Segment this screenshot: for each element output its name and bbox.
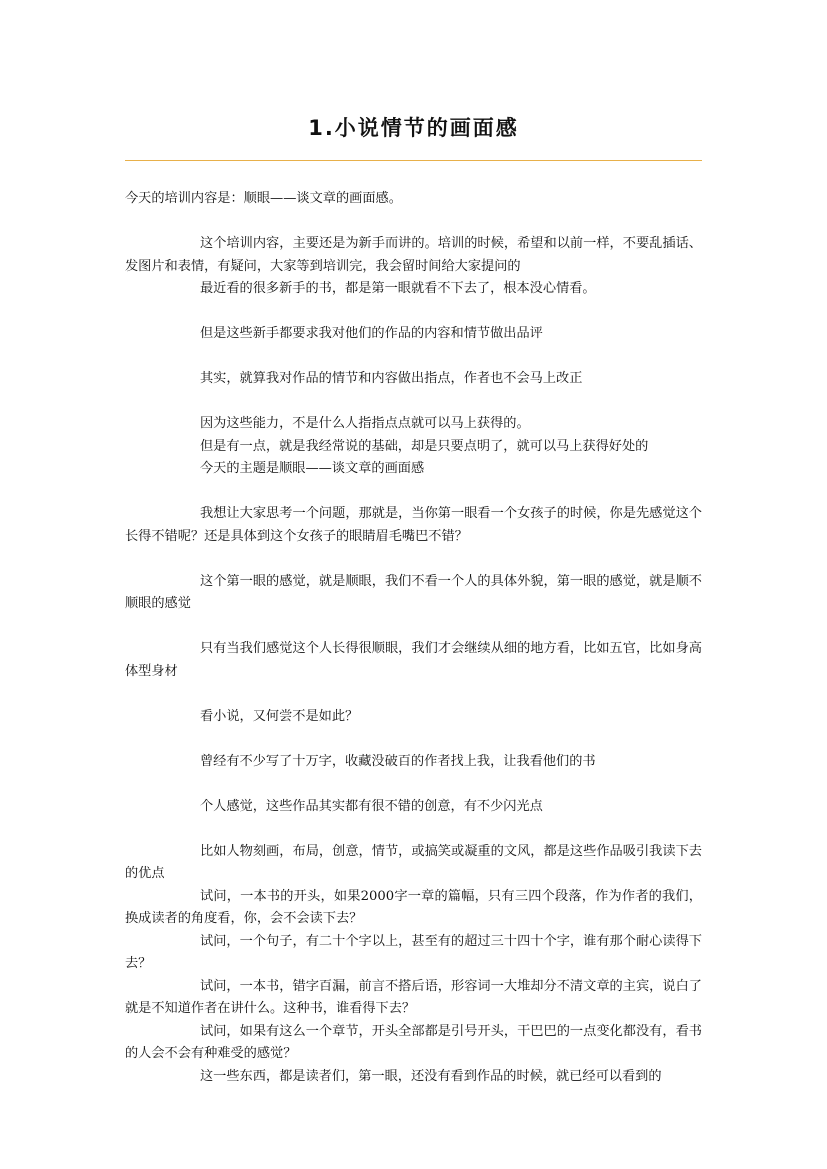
title-divider <box>125 160 702 161</box>
paragraph: 最近看的很多新手的书，都是第一眼就看不下去了，根本没心情看。 <box>200 281 596 296</box>
paragraph: 但是有一点，就是我经常说的基础，却是只要点明了，就可以马上获得好处的 <box>200 438 649 454</box>
paragraph: 个人感觉，这些作品其实都有很不错的创意，有不少闪光点 <box>200 798 543 814</box>
paragraph: 看小说，又何尝不是如此？ <box>200 708 359 724</box>
paragraph: 其实，就算我对作品的情节和内容做出指点，作者也不会马上改正 <box>200 371 583 386</box>
paragraph: 试问，一本书的开头，如果2000字一章的篇幅，只有三四个段落，作为作者的我们，换成读者的角度看，你，会不会读下去？ <box>125 888 702 926</box>
paragraph: 今天的主题是顺眼——谈文章的画面感 <box>200 461 425 476</box>
document-body <box>125 188 702 1088</box>
paragraph: 比如人物刻画，布局，创意，情节，或搞笑或凝重的文风，都是这些作品吸引我读下去的优点 <box>125 843 702 881</box>
paragraph: 我想让大家思考一个问题，那就是，当你第一眼看一个女孩子的时候，你是先感觉这个长得不错呢？还是具体到这个女孩子的眼睛眉毛嘴巴不错？ <box>125 506 702 544</box>
paragraph: 这个培训内容，主要还是为新手而讲的。培训的时候，希望和以前一样，不要乱插话、发图片和表情，有疑问，大家等到培训完，我会留时间给大家提问的 <box>125 236 702 274</box>
paragraph: 这个第一眼的感觉，就是顺眼，我们不看一个人的具体外貌，第一眼的感觉，就是顺不顺眼的感觉 <box>125 573 702 611</box>
paragraph: 因为这些能力，不是什么人指指点点就可以马上获得的。 <box>200 416 530 431</box>
paragraph: 但是这些新手都要求我对他们的作品的内容和情节做出品评 <box>200 326 543 341</box>
paragraph: 试问，一本书，错字百漏，前言不搭后语，形容词一大堆却分不清文章的主宾，说白了就是不知道作者在讲什么。这种书，谁看得下去？ <box>125 978 702 1016</box>
document-title: 1.小说情节的画面感 <box>308 116 519 140</box>
paragraph: 试问，如果有这么一个章节，开头全部都是引号开头，干巴巴的一点变化都没有，看书的人会不会有种难受的感觉？ <box>125 1023 702 1061</box>
paragraph: 曾经有不少写了十万字，收藏没破百的作者找上我，让我看他们的书 <box>200 753 596 769</box>
paragraph: 只有当我们感觉这个人长得很顺眼，我们才会继续从细的地方看，比如五官，比如身高体型身材 <box>125 641 702 679</box>
paragraph: 试问，一个句子，有二十个字以上，甚至有的超过三十四十个字，谁有那个耐心读得下去？ <box>125 933 702 971</box>
paragraph: 今天的培训内容是：顺眼——谈文章的画面感。 <box>125 191 402 206</box>
paragraph: 这一些东西，都是读者们，第一眼，还没有看到作品的时候，就已经可以看到的 <box>200 1068 662 1084</box>
